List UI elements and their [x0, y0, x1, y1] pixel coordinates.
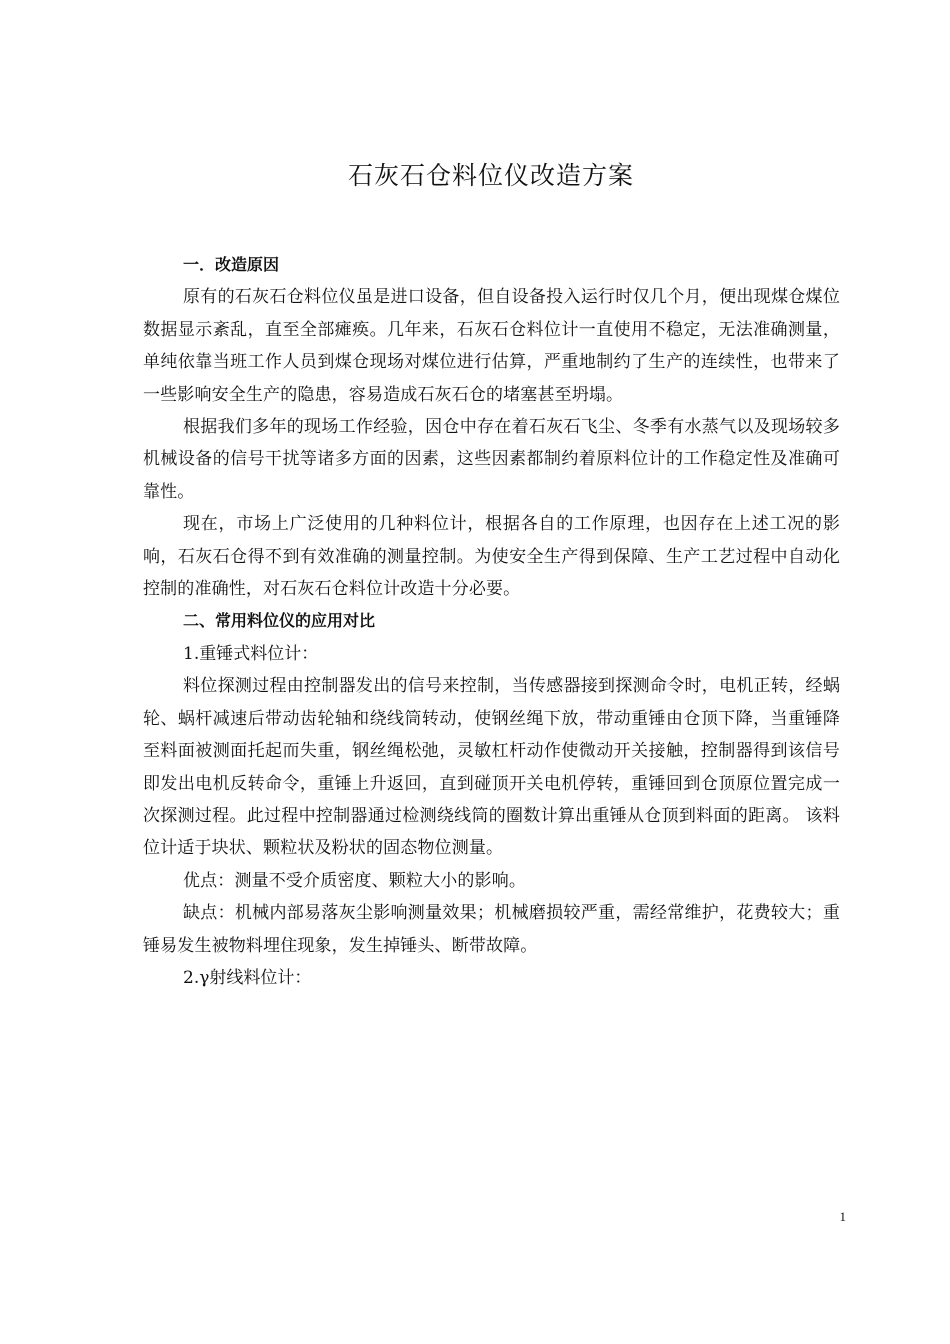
document-body — [143, 249, 840, 994]
paragraph: 缺点：机械内部易落灰尘影响测量效果；机械磨损较严重，需经常维护，花费较大；重锤易发生被物料埋住现象，发生掉锤头、断带故障。 — [143, 903, 840, 956]
list-item-label: 1.重锤式料位计： — [183, 643, 319, 664]
list-item-label: 2.γ射线料位计： — [183, 967, 312, 988]
paragraph: 优点：测量不受介质密度、颗粒大小的影响。 — [183, 870, 526, 891]
section-heading-1: 一．改造原因 — [183, 255, 280, 274]
page-number: 1 — [839, 1209, 846, 1224]
paragraph: 料位探测过程由控制器发出的信号来控制，当传感器接到探测命令时，电机正转，经蜗轮、蜗杆减速后带动齿轮轴和绕线筒转动，使钢丝绳下放，带动重锤由仓顶下降，当重锤降至料面被测面托起而失重，钢丝绳松弛，灵敏杠杆动作使微动开关接触，控制器得到该信号即发出电机反转命令，重锤上升返回，直到碰顶开关电机停转，重锤回到仓顶原位置完成一次探测过程。此过程中控制器通过检测绕线筒的圈数计算出重锤从仓顶到料面的距离。 该料位计适于块状、颗粒状及粉状的固态物位测量。 — [143, 676, 840, 859]
paragraph: 原有的石灰石仓料位仪虽是进口设备，但自设备投入运行时仅几个月，便出现煤仓煤位数据显示紊乱，直至全部瘫痪。几年来，石灰石仓料位计一直使用不稳定，无法准确测量，单纯依靠当班工作人员到煤仓现场对煤位进行估算，严重地制约了生产的连续性，也带来了一些影响安全生产的隐患，容易造成石灰石仓的堵塞甚至坍塌。 — [143, 287, 840, 405]
section-heading-2: 二、常用料位仪的应用对比 — [183, 611, 376, 631]
document-title: 石灰石仓料位仪改造方案 — [347, 161, 634, 190]
paragraph: 现在，市场上广泛使用的几种料位计，根据各自的工作原理，也因存在上述工况的影响，石灰石仓得不到有效准确的测量控制。为使安全生产得到保障、生产工艺过程中自动化控制的准确性，对石灰石仓料位计改造十分必要。 — [143, 514, 840, 600]
paragraph: 根据我们多年的现场工作经验，因仓中存在着石灰石飞尘、冬季有水蒸气以及现场较多机械设备的信号干扰等诸多方面的因素，这些因素都制约着原料位计的工作稳定性及准确可靠性。 — [143, 417, 840, 502]
